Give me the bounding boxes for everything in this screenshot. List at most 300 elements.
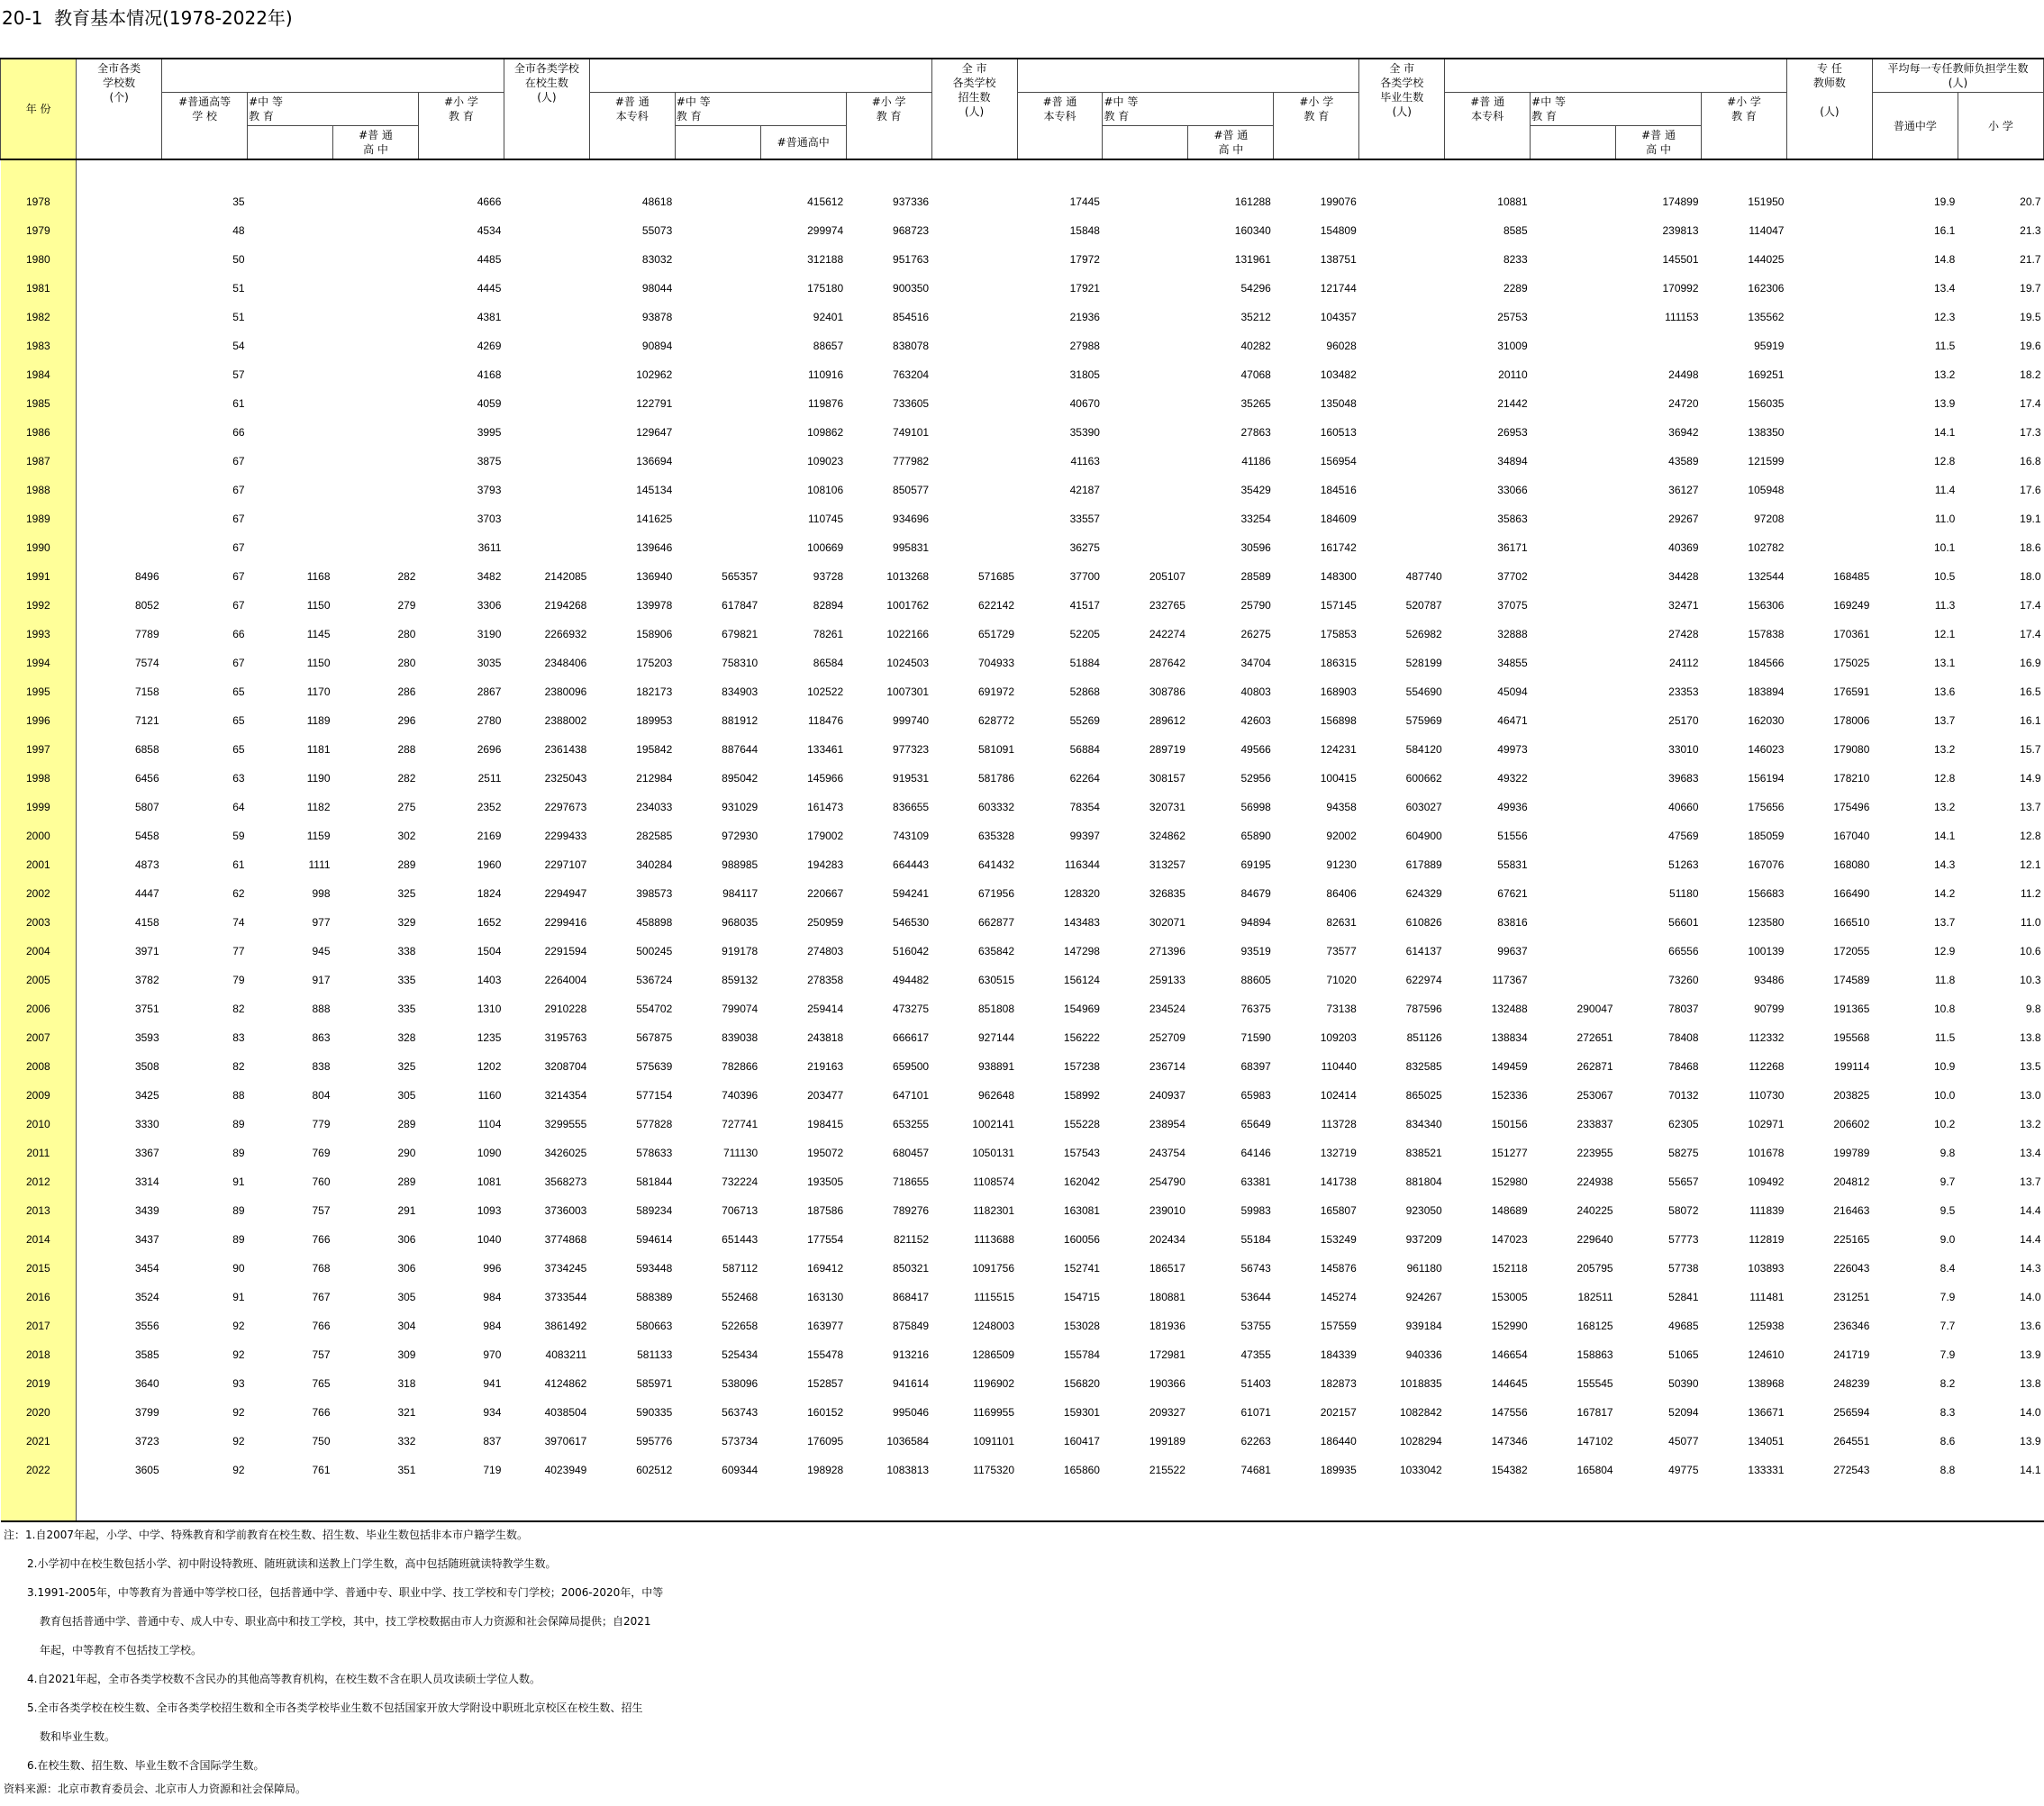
data-cell: 62264 — [1069, 772, 1100, 785]
data-cell: 304 — [397, 1320, 416, 1332]
data-cell — [1786, 216, 1872, 245]
data-cell: 147023 — [1491, 1233, 1528, 1246]
data-cell: 184339 — [1320, 1348, 1357, 1361]
data-cell: 243818 — [807, 1031, 844, 1044]
data-cell: 308786 — [1149, 685, 1186, 698]
data-cell: 166490 — [1833, 887, 1870, 900]
data-cell: 1190 — [306, 772, 331, 785]
data-cell: 3799 — [134, 1406, 159, 1419]
data-cell: 3439 — [134, 1204, 159, 1217]
data-cell: 84679 — [1240, 887, 1271, 900]
data-cell: 934696 — [893, 513, 930, 525]
data-cell: 1169955 — [973, 1406, 1015, 1419]
data-cell: 35863 — [1497, 513, 1528, 525]
header-enrollment-total: 全市各类学校 在校生数 (人) — [504, 59, 589, 159]
data-cell: 147556 — [1491, 1406, 1528, 1419]
data-cell: 1115515 — [974, 1291, 1015, 1303]
data-cell: 49775 — [1668, 1464, 1699, 1476]
data-cell — [248, 303, 333, 331]
data-cell: 194283 — [807, 858, 844, 871]
year-cell: 1999 — [1, 793, 77, 821]
data-cell — [1531, 908, 1616, 937]
data-cell: 36942 — [1668, 426, 1699, 439]
data-cell: 156683 — [1748, 887, 1785, 900]
data-cell: 204812 — [1833, 1175, 1870, 1188]
header-enrollment-primary: #小 学 教 育 — [846, 93, 931, 160]
data-cell: 630515 — [977, 974, 1015, 986]
data-cell — [1786, 504, 1872, 533]
data-cell: 934 — [483, 1406, 502, 1419]
data-cell: 124231 — [1320, 743, 1357, 756]
data-cell — [1103, 303, 1188, 331]
year-cell: 1993 — [1, 620, 77, 649]
data-cell — [931, 447, 1017, 476]
data-cell: 653255 — [893, 1118, 930, 1130]
data-cell: 8496 — [134, 570, 159, 583]
data-cell: 11.2 — [2021, 887, 2041, 900]
data-cell: 36171 — [1497, 541, 1528, 554]
data-cell: 14.1 — [2020, 1464, 2041, 1476]
data-cell — [1359, 447, 1445, 476]
data-cell: 2299416 — [544, 916, 587, 929]
data-cell — [504, 245, 589, 274]
data-cell: 61071 — [1240, 1406, 1271, 1419]
data-cell: 1196902 — [973, 1377, 1015, 1390]
data-cell: 264551 — [1833, 1435, 1870, 1448]
data-cell: 20.7 — [2020, 195, 2041, 208]
data-cell: 152990 — [1491, 1320, 1528, 1332]
data-cell: 39683 — [1668, 772, 1699, 785]
data-cell: 2348406 — [544, 657, 587, 669]
data-cell: 11.5 — [1934, 340, 1956, 352]
data-cell: 145966 — [807, 772, 844, 785]
page-title: 20-1 教育基本情况(1978-2022年) — [2, 7, 293, 29]
data-cell: 216463 — [1833, 1204, 1870, 1217]
data-cell — [504, 447, 589, 476]
data-cell: 24112 — [1669, 657, 1699, 669]
data-cell: 161473 — [807, 801, 844, 813]
data-cell — [248, 504, 333, 533]
data-cell: 49973 — [1497, 743, 1528, 756]
data-cell: 13.2 — [1933, 368, 1956, 381]
year-cell: 2001 — [1, 850, 77, 879]
data-cell — [504, 476, 589, 504]
data-cell: 47569 — [1668, 830, 1699, 842]
data-cell: 8.4 — [1940, 1262, 1956, 1275]
data-cell: 1090 — [477, 1147, 502, 1159]
data-cell: 53644 — [1240, 1291, 1271, 1303]
data-cell: 13.6 — [2020, 1320, 2041, 1332]
data-cell: 1083813 — [886, 1464, 930, 1476]
data-cell: 863 — [312, 1031, 331, 1044]
data-cell: 61 — [232, 397, 245, 410]
data-cell: 48 — [232, 224, 245, 237]
data-cell: 335 — [397, 1003, 416, 1015]
data-cell: 102522 — [807, 685, 844, 698]
data-cell: 66556 — [1668, 945, 1699, 957]
data-cell: 167817 — [1576, 1406, 1613, 1419]
data-cell — [77, 533, 162, 562]
data-cell: 185059 — [1748, 830, 1785, 842]
data-cell: 56601 — [1668, 916, 1699, 929]
data-cell — [931, 360, 1017, 389]
data-cell: 136694 — [636, 455, 673, 467]
year-cell: 2007 — [1, 1023, 77, 1052]
data-cell: 2388002 — [544, 714, 587, 727]
table-row — [1, 245, 2044, 274]
data-cell — [931, 504, 1017, 533]
data-cell: 186517 — [1149, 1262, 1186, 1275]
data-cell: 138968 — [1748, 1377, 1785, 1390]
data-cell: 25753 — [1497, 311, 1528, 323]
data-cell: 191365 — [1833, 1003, 1870, 1015]
data-cell — [931, 216, 1017, 245]
data-cell: 157145 — [1320, 599, 1357, 612]
data-cell: 287642 — [1149, 657, 1186, 669]
data-cell: 13.7 — [2020, 1175, 2041, 1188]
data-cell: 50390 — [1668, 1377, 1699, 1390]
data-cell: 850321 — [893, 1262, 930, 1275]
data-cell: 312188 — [807, 253, 844, 266]
data-cell: 132544 — [1748, 570, 1785, 583]
table-row — [1, 1196, 2044, 1225]
data-cell: 749101 — [893, 426, 930, 439]
header-schools-highschool: #普 通 高 中 — [333, 126, 419, 160]
data-cell: 13.0 — [2020, 1089, 2041, 1102]
data-cell: 962648 — [977, 1089, 1015, 1102]
data-cell: 153028 — [1063, 1320, 1100, 1332]
data-cell: 757 — [312, 1348, 331, 1361]
data-cell: 854516 — [893, 311, 930, 323]
data-cell: 3723 — [134, 1435, 159, 1448]
data-cell: 913216 — [893, 1348, 930, 1361]
data-cell: 202157 — [1320, 1406, 1357, 1419]
data-cell: 3971 — [134, 945, 159, 957]
year-cell: 2019 — [1, 1369, 77, 1398]
data-cell — [675, 303, 760, 331]
data-cell: 2910228 — [544, 1003, 587, 1015]
data-cell: 622974 — [1405, 974, 1442, 986]
table-row — [1, 1167, 2044, 1196]
data-cell: 14.2 — [1933, 887, 1956, 900]
data-cell — [1531, 966, 1616, 994]
data-cell: 93878 — [641, 311, 673, 323]
table-row — [1, 850, 2044, 879]
data-cell: 679821 — [722, 628, 759, 640]
data-cell: 45077 — [1668, 1435, 1699, 1448]
data-cell: 76375 — [1240, 1003, 1271, 1015]
data-cell: 51403 — [1240, 1377, 1271, 1390]
data-cell: 768 — [312, 1262, 331, 1275]
data-cell: 999740 — [893, 714, 930, 727]
data-cell: 757 — [312, 1204, 331, 1217]
data-cell: 609344 — [722, 1464, 759, 1476]
data-cell: 859132 — [722, 974, 759, 986]
data-cell: 150156 — [1491, 1118, 1528, 1130]
data-cell — [675, 418, 760, 447]
data-cell: 10.8 — [1933, 1003, 1956, 1015]
year-cell: 2006 — [1, 994, 77, 1023]
data-cell: 13.9 — [2020, 1348, 2041, 1361]
data-cell: 102962 — [636, 368, 673, 381]
data-cell: 302 — [397, 830, 416, 842]
data-cell — [504, 187, 589, 216]
data-cell: 94894 — [1240, 916, 1271, 929]
data-cell: 851808 — [977, 1003, 1015, 1015]
data-cell: 719 — [483, 1464, 502, 1476]
data-cell: 172055 — [1833, 945, 1870, 957]
year-cell: 1980 — [1, 245, 77, 274]
data-cell: 151277 — [1491, 1147, 1528, 1159]
year-cell: 2010 — [1, 1110, 77, 1139]
data-cell: 13.4 — [2020, 1147, 2041, 1159]
data-cell: 984 — [483, 1291, 502, 1303]
data-cell: 1286509 — [972, 1348, 1015, 1361]
data-cell: 587112 — [722, 1262, 759, 1275]
data-cell: 760 — [312, 1175, 331, 1188]
data-cell: 487740 — [1405, 570, 1442, 583]
data-cell: 34855 — [1497, 657, 1528, 669]
data-cell: 82 — [232, 1003, 245, 1015]
table-row — [1, 1369, 2044, 1398]
data-cell: 181936 — [1149, 1320, 1186, 1332]
data-cell: 577154 — [636, 1089, 673, 1102]
data-cell — [675, 360, 760, 389]
data-cell — [248, 216, 333, 245]
data-cell: 100415 — [1320, 772, 1357, 785]
data-cell: 628772 — [977, 714, 1015, 727]
data-cell: 145134 — [636, 484, 673, 496]
data-cell: 65890 — [1240, 830, 1271, 842]
data-cell — [1359, 389, 1445, 418]
spacer-row — [1, 159, 2044, 187]
year-cell: 2014 — [1, 1225, 77, 1254]
data-cell: 4381 — [477, 311, 502, 323]
note-line: 教育包括普通中学、普通中专、成人中专、职业高中和技工学校，其中，技工学校数据由市人力资源和社会保障局提供；自2021 — [40, 1615, 651, 1628]
data-cell: 95919 — [1754, 340, 1785, 352]
data-cell: 160513 — [1320, 426, 1357, 439]
year-cell: 2017 — [1, 1311, 77, 1340]
data-cell: 1310 — [477, 1003, 502, 1015]
data-cell: 205795 — [1576, 1262, 1613, 1275]
table-row — [1, 879, 2044, 908]
data-cell: 59 — [232, 830, 245, 842]
data-cell — [77, 187, 162, 216]
data-cell: 89 — [232, 1233, 245, 1246]
data-cell: 102971 — [1748, 1118, 1785, 1130]
data-cell: 2297107 — [544, 858, 587, 871]
data-cell: 12.3 — [1933, 311, 1956, 323]
data-cell: 163081 — [1063, 1204, 1100, 1217]
data-cell: 881912 — [722, 714, 759, 727]
data-cell — [1786, 245, 1872, 274]
data-cell: 290047 — [1576, 1003, 1613, 1015]
data-cell: 581844 — [636, 1175, 673, 1188]
note-line: 年起，中等教育不包括技工学校。 — [40, 1644, 203, 1656]
data-cell: 109203 — [1320, 1031, 1357, 1044]
data-cell — [675, 533, 760, 562]
data-cell: 163130 — [807, 1291, 844, 1303]
data-cell: 139978 — [636, 599, 673, 612]
data-cell: 522658 — [722, 1320, 759, 1332]
data-cell: 617889 — [1405, 858, 1442, 871]
data-cell: 67 — [232, 599, 245, 612]
data-cell: 90799 — [1754, 1003, 1785, 1015]
data-cell: 887644 — [722, 743, 759, 756]
data-cell: 24720 — [1668, 397, 1699, 410]
data-cell: 321 — [397, 1406, 416, 1419]
data-cell: 19.9 — [1933, 195, 1956, 208]
data-cell: 9.7 — [1940, 1175, 1956, 1188]
data-cell: 2511 — [477, 772, 502, 785]
data-cell: 56884 — [1069, 743, 1100, 756]
data-cell: 836655 — [893, 801, 930, 813]
data-cell — [333, 303, 419, 331]
data-cell — [1359, 274, 1445, 303]
data-cell: 659500 — [893, 1060, 930, 1073]
data-cell: 114047 — [1749, 224, 1785, 237]
header-ratio-secondary: 普通中学 — [1872, 93, 1958, 160]
data-cell: 13.7 — [1933, 714, 1956, 727]
data-cell: 332 — [397, 1435, 416, 1448]
data-cell: 3861492 — [544, 1320, 587, 1332]
data-cell: 7.9 — [1940, 1348, 1956, 1361]
data-cell: 182511 — [1577, 1291, 1613, 1303]
data-cell: 838 — [312, 1060, 331, 1073]
data-cell: 65 — [232, 714, 245, 727]
data-cell: 160056 — [1063, 1233, 1100, 1246]
data-cell: 13.7 — [1933, 916, 1956, 929]
data-cell — [333, 187, 419, 216]
data-cell: 161742 — [1320, 541, 1357, 554]
data-cell: 189953 — [636, 714, 673, 727]
data-cell: 25790 — [1240, 599, 1271, 612]
data-cell: 581133 — [637, 1348, 673, 1361]
data-cell — [1531, 187, 1616, 216]
header-admission-total: 全 市 各类学校 招生数 (人) — [931, 59, 1017, 159]
data-cell — [248, 389, 333, 418]
data-cell: 41163 — [1070, 455, 1100, 467]
data-cell: 169249 — [1833, 599, 1870, 612]
data-cell: 156194 — [1748, 772, 1785, 785]
data-cell: 103893 — [1748, 1262, 1785, 1275]
data-cell: 1024503 — [886, 657, 930, 669]
data-cell: 3736003 — [544, 1204, 587, 1217]
data-cell: 117367 — [1492, 974, 1528, 986]
data-cell — [1531, 793, 1616, 821]
data-cell: 834340 — [1405, 1118, 1442, 1130]
data-cell — [675, 216, 760, 245]
data-cell: 500245 — [636, 945, 673, 957]
data-cell: 165807 — [1320, 1204, 1357, 1217]
data-cell: 100669 — [807, 541, 844, 554]
data-cell: 155545 — [1576, 1377, 1613, 1390]
data-cell: 42187 — [1069, 484, 1100, 496]
data-cell: 111153 — [1665, 311, 1699, 323]
data-cell: 83032 — [641, 253, 673, 266]
year-cell: 1987 — [1, 447, 77, 476]
data-cell: 821152 — [893, 1233, 930, 1246]
data-cell: 19.1 — [2020, 513, 2041, 525]
data-cell: 571685 — [977, 570, 1015, 583]
data-cell: 152857 — [807, 1377, 844, 1390]
data-cell: 3306 — [477, 599, 502, 612]
data-cell: 65649 — [1240, 1118, 1271, 1130]
data-cell: 21442 — [1497, 397, 1528, 410]
data-cell — [1531, 764, 1616, 793]
data-cell: 92002 — [1326, 830, 1357, 842]
data-cell — [675, 504, 760, 533]
data-cell: 125938 — [1748, 1320, 1785, 1332]
data-cell: 10.2 — [1933, 1118, 1956, 1130]
data-cell: 157543 — [1063, 1147, 1100, 1159]
data-cell: 52205 — [1069, 628, 1100, 640]
data-cell: 96028 — [1326, 340, 1357, 352]
data-cell: 706713 — [722, 1204, 759, 1217]
data-cell: 575639 — [636, 1060, 673, 1073]
table-row — [1, 735, 2044, 764]
note-line: 数和毕业生数。 — [40, 1730, 116, 1743]
data-cell — [1531, 620, 1616, 649]
data-cell: 516042 — [893, 945, 930, 957]
data-cell: 175656 — [1748, 801, 1785, 813]
data-cell: 16.1 — [2020, 714, 2041, 727]
data-cell: 939184 — [1405, 1320, 1442, 1332]
data-cell: 82631 — [1326, 916, 1357, 929]
data-cell: 7158 — [134, 685, 159, 698]
data-cell: 3568273 — [544, 1175, 587, 1188]
data-cell: 139646 — [636, 541, 673, 554]
data-cell: 4445 — [477, 282, 502, 295]
data-cell — [1616, 331, 1702, 360]
data-cell: 3605 — [134, 1464, 159, 1476]
data-cell — [77, 274, 162, 303]
data-cell: 977323 — [893, 743, 930, 756]
data-cell: 338 — [397, 945, 416, 957]
data-cell: 584120 — [1405, 743, 1442, 756]
data-cell: 195568 — [1833, 1031, 1870, 1044]
data-cell: 575969 — [1405, 714, 1442, 727]
data-cell: 128320 — [1063, 887, 1100, 900]
data-cell: 666617 — [893, 1031, 930, 1044]
data-cell: 289 — [397, 1118, 416, 1130]
data-cell: 174589 — [1833, 974, 1870, 986]
data-cell: 154809 — [1320, 224, 1357, 237]
data-cell: 82 — [232, 1060, 245, 1073]
note-line: 5.全市各类学校在校生数、全市各类学校招生数和全市各类学校毕业生数不包括国家开放大学附设中职班北京校区在校生数、招生 — [27, 1702, 643, 1714]
data-cell: 14.9 — [2020, 772, 2041, 785]
data-cell: 89 — [232, 1204, 245, 1217]
data-cell: 318 — [397, 1377, 416, 1390]
data-cell: 1111 — [308, 858, 331, 871]
data-cell: 5807 — [134, 801, 159, 813]
data-cell: 3774868 — [544, 1233, 587, 1246]
data-cell: 4059 — [477, 397, 502, 410]
data-cell — [1531, 879, 1616, 908]
data-cell: 1504 — [477, 945, 502, 957]
data-cell: 3593 — [134, 1031, 159, 1044]
data-cell: 21.7 — [2020, 253, 2041, 266]
data-cell: 19.7 — [2020, 282, 2041, 295]
data-cell: 1007301 — [886, 685, 930, 698]
data-cell: 146023 — [1748, 743, 1785, 756]
data-cell: 3782 — [134, 974, 159, 986]
data-cell: 766 — [312, 1320, 331, 1332]
data-cell — [931, 274, 1017, 303]
data-cell: 104357 — [1320, 311, 1357, 323]
data-cell: 299974 — [807, 224, 844, 237]
data-cell: 55073 — [641, 224, 673, 237]
